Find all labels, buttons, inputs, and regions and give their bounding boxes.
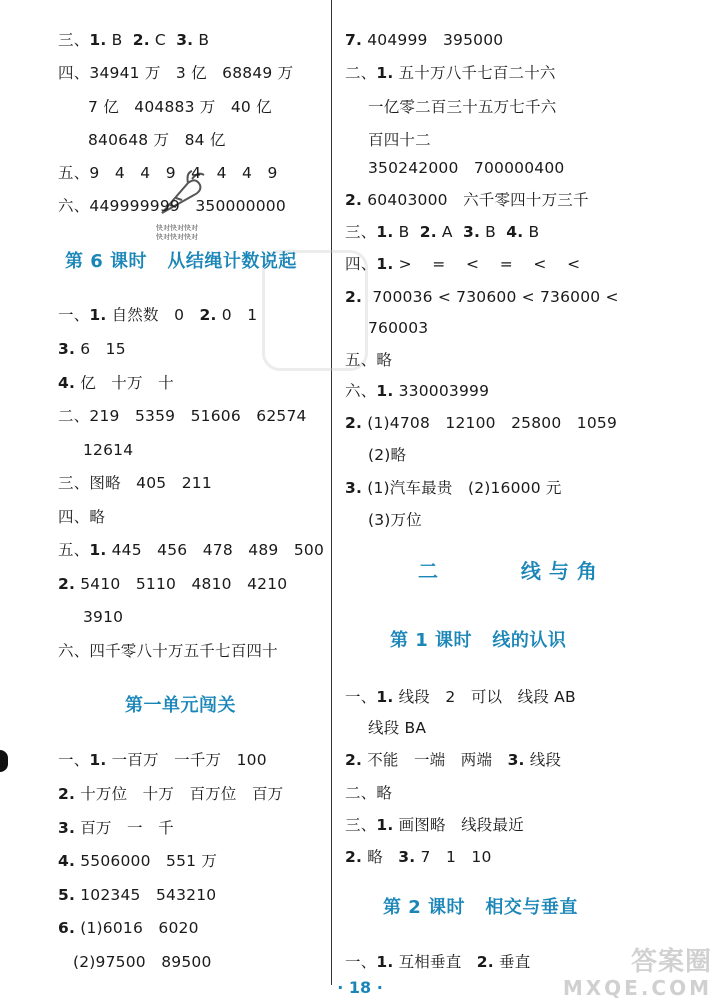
answer-text: 百四十二: [368, 131, 431, 149]
answer-text: 四、34941 万 3 亿 68849 万: [58, 64, 294, 82]
question-number: 3.: [58, 819, 76, 837]
answer-line: [58, 339, 126, 359]
answer-text: 四、: [345, 255, 377, 273]
question-number: 1.: [376, 382, 394, 400]
answer-text: 5410 5110 4810 4210: [75, 575, 288, 593]
answer-line: [58, 305, 257, 325]
answer-line: [58, 507, 105, 527]
question-number: 1.: [376, 223, 394, 241]
answer-line: [58, 373, 174, 393]
answer-line: [345, 222, 539, 242]
answer-text: 350242000 700000400: [368, 159, 565, 177]
answer-text: 二、219 5359 51606 62574: [58, 407, 307, 425]
answer-text: 404999 395000: [362, 31, 504, 49]
stamp-text: 快对快对快对 快对快对快对: [156, 224, 198, 241]
answer-line: [345, 30, 503, 50]
answer-line: [58, 540, 324, 560]
answer-line: [368, 318, 428, 338]
answer-line: [58, 406, 307, 426]
question-number: 3.: [462, 223, 481, 241]
answer-text: 略: [362, 848, 399, 866]
binding-mark: [0, 750, 8, 772]
column-divider: [331, 0, 332, 985]
answer-text: 三、图略 405 211: [58, 474, 212, 492]
answer-line: [58, 574, 287, 594]
answer-text: 亿 十万 十: [75, 374, 174, 392]
chapter-heading: 二 线与角: [418, 559, 605, 583]
question-number: 2.: [345, 288, 363, 306]
answer-text: 三、: [58, 31, 90, 49]
unit-test-heading: 第一单元闯关: [125, 695, 236, 716]
answer-line: [345, 350, 392, 370]
answer-text: 一、: [345, 953, 377, 971]
question-number: 5.: [58, 886, 76, 904]
question-number: 2.: [132, 31, 150, 49]
answer-line: [58, 473, 212, 493]
question-number: 3.: [507, 751, 525, 769]
site-watermark: [563, 949, 712, 1001]
question-number: 3.: [58, 340, 76, 358]
answer-line: [58, 30, 209, 50]
answer-text: 445 456 478 489 500: [106, 541, 325, 559]
answer-text: 7 亿 404883 万 40 亿: [88, 98, 272, 116]
answer-text: 700036 < 730600 < 736000 <: [362, 288, 619, 306]
question-number: 4.: [58, 852, 76, 870]
answer-text: 六、四千零八十万五千七百四十: [58, 642, 278, 660]
lesson-heading: 第 1 课时 线的认识: [390, 630, 567, 651]
answer-text: (2)略: [368, 446, 407, 464]
watermark-line1: 答案圈: [630, 947, 712, 977]
answer-text: 五十万八千七百二十六: [393, 64, 556, 82]
answer-line: [368, 158, 565, 178]
answer-text: (1)4708 12100 25800 1059: [362, 414, 618, 432]
answer-text: 一百万 一千万 100: [106, 751, 267, 769]
answer-line: [345, 254, 580, 274]
answer-line: [58, 163, 278, 183]
answer-text: 840648 万 84 亿: [88, 131, 226, 149]
question-number: 1.: [89, 31, 107, 49]
question-number: 2.: [345, 751, 363, 769]
answer-text: B: [393, 223, 420, 241]
answer-text: 互相垂直: [393, 953, 477, 971]
answer-text: 60403000 六千零四十万三千: [362, 191, 589, 209]
answer-line: [58, 63, 293, 83]
answer-text: 五、略: [345, 351, 393, 369]
answer-text: 一、: [58, 751, 90, 769]
answer-text: 百万 一 千: [75, 819, 174, 837]
answer-line: [58, 750, 267, 770]
answer-text: 五、: [58, 541, 90, 559]
lesson-heading: 第 6 课时 从结绳计数说起: [65, 251, 297, 272]
answer-line: [345, 750, 561, 770]
answer-line: [58, 918, 199, 938]
answer-text: 0 1: [216, 306, 258, 324]
answer-text: 画图略 线段最近: [393, 816, 524, 834]
answer-line: [345, 783, 392, 803]
question-number: 2.: [345, 848, 363, 866]
question-number: 4.: [506, 223, 524, 241]
answer-text: 十万位 十万 百万位 百万: [75, 785, 284, 803]
answer-text: 一亿零二百三十五万七千六: [368, 98, 557, 116]
answer-text: 不能 一端 两端: [362, 751, 508, 769]
answer-text: 330003999: [393, 382, 490, 400]
lesson-heading: 第 2 课时 相交与垂直: [383, 897, 578, 918]
answer-line: [345, 952, 530, 972]
answer-line: [345, 687, 576, 707]
answer-text: (2)97500 89500: [73, 953, 212, 971]
answer-line: [88, 97, 272, 117]
answer-line: [73, 952, 212, 972]
answer-line: [58, 885, 216, 905]
question-number: 2.: [58, 575, 76, 593]
answer-text: (1)6016 6020: [75, 919, 199, 937]
question-number: 2.: [58, 785, 76, 803]
answer-text: 5506000 551 万: [75, 852, 218, 870]
answer-text: 六、449999999 350000000: [58, 197, 286, 215]
answer-text: A: [436, 223, 463, 241]
answer-text: 二、略: [345, 784, 393, 802]
answer-text: 自然数 0: [106, 306, 200, 324]
answer-text: 二、: [345, 64, 377, 82]
answer-line: [345, 815, 524, 835]
answer-text: 三、: [345, 816, 377, 834]
question-number: 1.: [376, 64, 394, 82]
answer-text: (3)万位: [368, 511, 422, 529]
watermark-line2: MXQE.COM: [562, 976, 712, 1000]
answer-text: (1)汽车最贵 (2)16000 元: [362, 479, 562, 497]
answer-text: C: [149, 31, 177, 49]
answer-line: [58, 641, 278, 661]
answer-text: 线段 BA: [368, 719, 427, 737]
answer-text: 五、9 4 4 9 4 4 4 9: [58, 164, 278, 182]
question-number: 6.: [58, 919, 76, 937]
answer-line: [345, 413, 617, 433]
question-number: 1.: [376, 816, 394, 834]
question-number: 1.: [376, 688, 394, 706]
answer-text: > = < = < <: [393, 255, 581, 273]
answer-text: B: [193, 31, 210, 49]
question-number: 3.: [345, 479, 363, 497]
answer-line: [368, 130, 431, 150]
answer-text: B: [480, 223, 507, 241]
answer-line: [345, 478, 562, 498]
answer-text: 四、略: [58, 508, 106, 526]
answer-line: [345, 287, 619, 307]
answer-line: [345, 847, 492, 867]
answer-line: [83, 607, 123, 627]
question-number: 4.: [58, 374, 76, 392]
answer-text: 线段 2 可以 线段 AB: [393, 688, 576, 706]
answer-line: [368, 97, 556, 117]
answer-line: [58, 196, 286, 216]
question-number: 2.: [345, 191, 363, 209]
question-number: 1.: [89, 306, 107, 324]
answer-text: 12614: [83, 441, 134, 459]
answer-text: 三、: [345, 223, 377, 241]
answer-line: [345, 190, 589, 210]
question-number: 1.: [376, 255, 394, 273]
answer-line: [83, 440, 133, 460]
question-number: 1.: [376, 953, 394, 971]
answer-line: [58, 851, 217, 871]
answer-text: 102345 543210: [75, 886, 217, 904]
question-number: 7.: [345, 31, 363, 49]
question-number: 2.: [345, 414, 363, 432]
answer-line: [58, 784, 283, 804]
answer-text: 3910: [83, 608, 124, 626]
question-number: 3.: [176, 31, 194, 49]
answer-text: 六、: [345, 382, 377, 400]
page-number: · 18 ·: [337, 978, 383, 997]
answer-line: [345, 381, 489, 401]
answer-text: 6 15: [75, 340, 126, 358]
question-number: 1.: [89, 751, 107, 769]
answer-line: [88, 130, 226, 150]
answer-line: [368, 445, 406, 465]
answer-text: 7 1 10: [415, 848, 492, 866]
question-number: 2.: [199, 306, 217, 324]
question-number: 3.: [398, 848, 416, 866]
answer-text: 760003: [368, 319, 429, 337]
answer-text: 线段: [524, 751, 562, 769]
answer-text: B: [523, 223, 540, 241]
answer-line: [58, 818, 174, 838]
question-number: 1.: [89, 541, 107, 559]
answer-line: [368, 718, 426, 738]
question-number: 2.: [476, 953, 494, 971]
answer-line: [345, 63, 556, 83]
answer-text: 一、: [58, 306, 90, 324]
answer-text: B: [106, 31, 133, 49]
answer-line: [368, 510, 422, 530]
answer-text: 垂直: [493, 953, 531, 971]
answer-text: 一、: [345, 688, 377, 706]
question-number: 2.: [419, 223, 437, 241]
